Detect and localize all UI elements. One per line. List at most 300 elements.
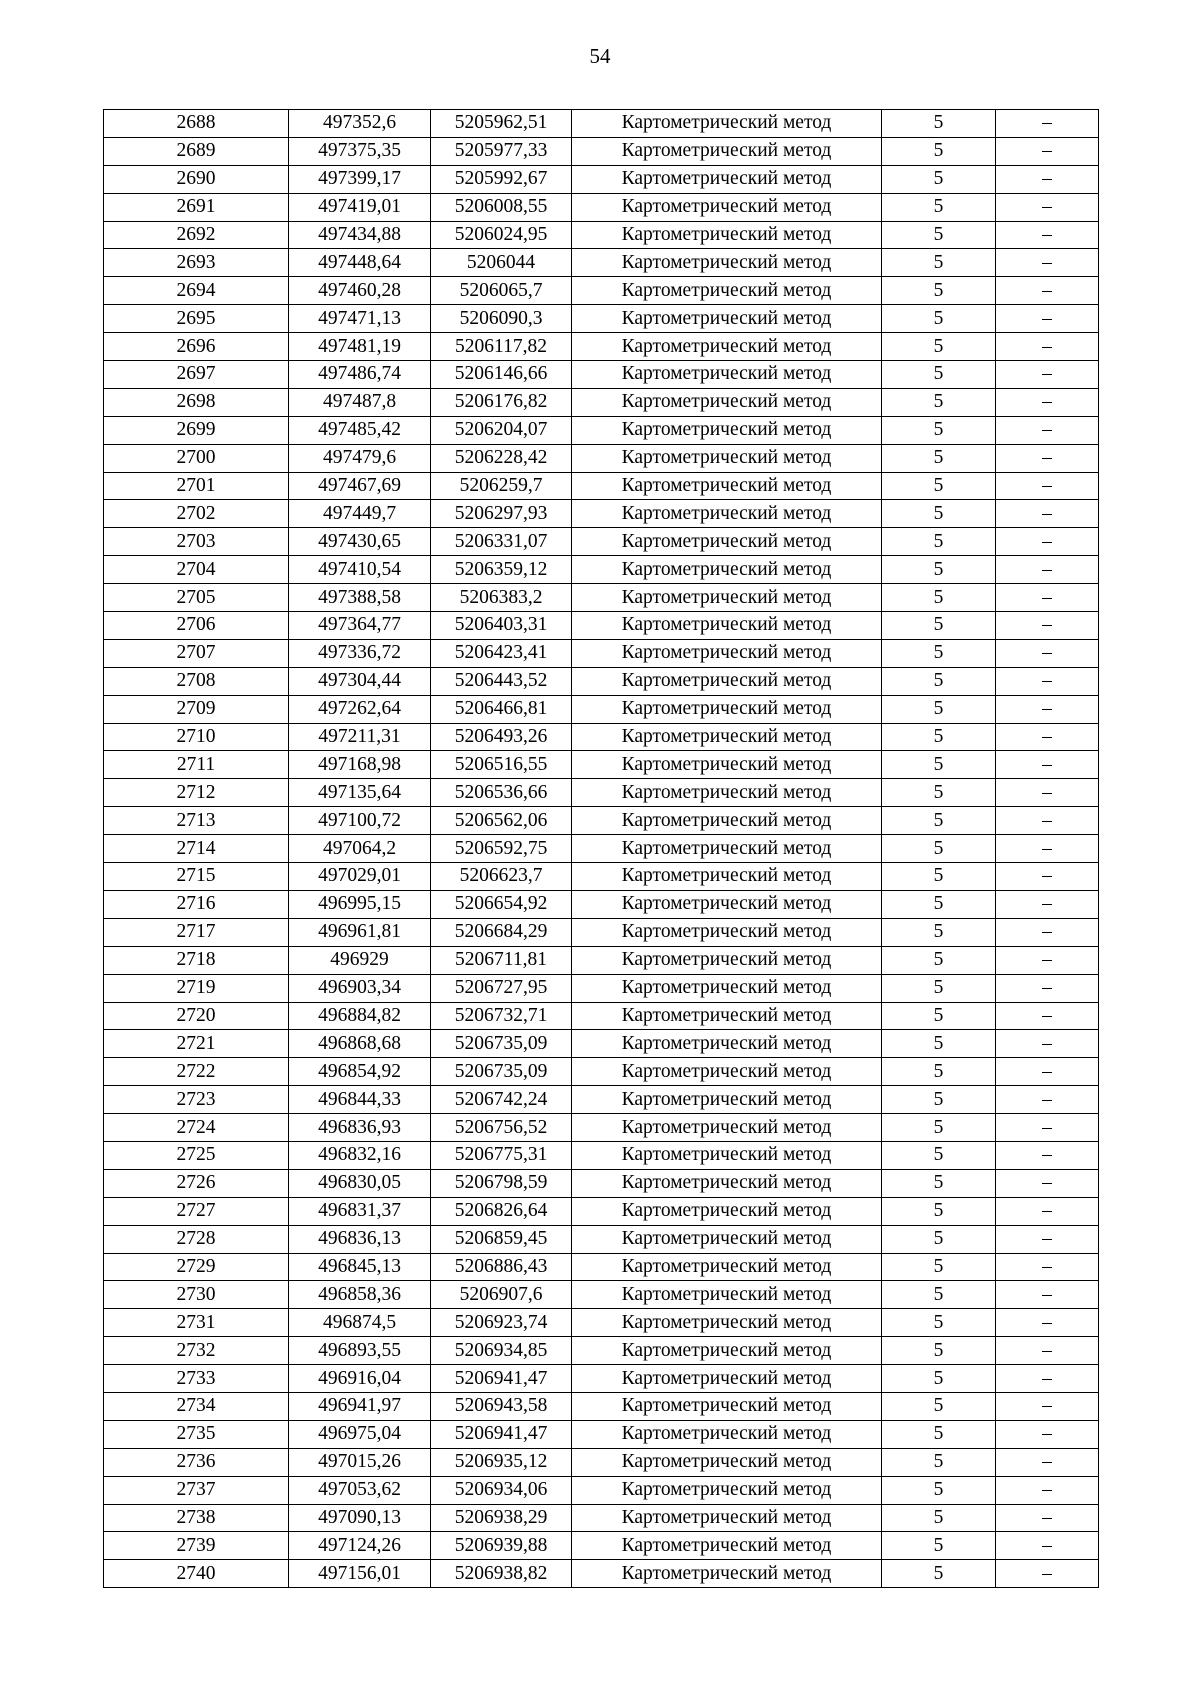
table-row	[104, 1225, 1099, 1253]
y-coordinate-cell: 5206592,75	[431, 835, 572, 863]
note-cell: –	[996, 249, 1099, 277]
y-coordinate-cell: 5206297,93	[431, 500, 572, 528]
y-coordinate-cell: 5206907,6	[431, 1281, 572, 1309]
method-cell: Картометрический метод	[572, 918, 882, 946]
method-cell: Картометрический метод	[572, 1002, 882, 1030]
accuracy-cell: 5	[882, 249, 996, 277]
method-cell: Картометрический метод	[572, 1169, 882, 1197]
table-row	[104, 137, 1099, 165]
table-row	[104, 1197, 1099, 1225]
method-cell: Картометрический метод	[572, 137, 882, 165]
accuracy-cell: 5	[882, 1114, 996, 1142]
method-cell: Картометрический метод	[572, 1197, 882, 1225]
method-cell: Картометрический метод	[572, 1309, 882, 1337]
point-number-cell: 2731	[104, 1309, 289, 1337]
accuracy-cell: 5	[882, 1309, 996, 1337]
note-cell: –	[996, 1197, 1099, 1225]
table-row	[104, 249, 1099, 277]
accuracy-cell: 5	[882, 1476, 996, 1504]
point-number-cell: 2726	[104, 1169, 289, 1197]
x-coordinate-cell: 497479,6	[289, 444, 431, 472]
y-coordinate-cell: 5206176,82	[431, 388, 572, 416]
table-row	[104, 639, 1099, 667]
point-number-cell: 2717	[104, 918, 289, 946]
accuracy-cell: 5	[882, 1281, 996, 1309]
point-number-cell: 2722	[104, 1058, 289, 1086]
table-row	[104, 835, 1099, 863]
accuracy-cell: 5	[882, 723, 996, 751]
y-coordinate-cell: 5206259,7	[431, 472, 572, 500]
y-coordinate-cell: 5206859,45	[431, 1225, 572, 1253]
point-number-cell: 2732	[104, 1337, 289, 1365]
point-number-cell: 2715	[104, 863, 289, 891]
table-row	[104, 584, 1099, 612]
note-cell: –	[996, 528, 1099, 556]
y-coordinate-cell: 5206403,31	[431, 612, 572, 640]
note-cell: –	[996, 1337, 1099, 1365]
table-row	[104, 1560, 1099, 1588]
y-coordinate-cell: 5206654,92	[431, 890, 572, 918]
point-number-cell: 2704	[104, 556, 289, 584]
method-cell: Картометрический метод	[572, 1532, 882, 1560]
note-cell: –	[996, 751, 1099, 779]
note-cell: –	[996, 1532, 1099, 1560]
method-cell: Картометрический метод	[572, 1337, 882, 1365]
note-cell: –	[996, 1058, 1099, 1086]
table-row	[104, 946, 1099, 974]
x-coordinate-cell: 497487,8	[289, 388, 431, 416]
table-row	[104, 1337, 1099, 1365]
note-cell: –	[996, 388, 1099, 416]
point-number-cell: 2702	[104, 500, 289, 528]
accuracy-cell: 5	[882, 1225, 996, 1253]
y-coordinate-cell: 5206935,12	[431, 1448, 572, 1476]
note-cell: –	[996, 1281, 1099, 1309]
table-row	[104, 863, 1099, 891]
y-coordinate-cell: 5206727,95	[431, 974, 572, 1002]
table-row	[104, 918, 1099, 946]
accuracy-cell: 5	[882, 1141, 996, 1169]
point-number-cell: 2737	[104, 1476, 289, 1504]
point-number-cell: 2705	[104, 584, 289, 612]
method-cell: Картометрический метод	[572, 1281, 882, 1309]
table-row	[104, 1058, 1099, 1086]
y-coordinate-cell: 5206383,2	[431, 584, 572, 612]
note-cell: –	[996, 1002, 1099, 1030]
table-row	[104, 1281, 1099, 1309]
y-coordinate-cell: 5206943,58	[431, 1392, 572, 1420]
x-coordinate-cell: 496961,81	[289, 918, 431, 946]
table-row	[104, 193, 1099, 221]
table-row	[104, 695, 1099, 723]
y-coordinate-cell: 5206466,81	[431, 695, 572, 723]
y-coordinate-cell: 5206742,24	[431, 1086, 572, 1114]
method-cell: Картометрический метод	[572, 1365, 882, 1393]
note-cell: –	[996, 1086, 1099, 1114]
table-row	[104, 305, 1099, 333]
accuracy-cell: 5	[882, 1504, 996, 1532]
accuracy-cell: 5	[882, 165, 996, 193]
table-row	[104, 221, 1099, 249]
method-cell: Картометрический метод	[572, 1086, 882, 1114]
y-coordinate-cell: 5206024,95	[431, 221, 572, 249]
y-coordinate-cell: 5206204,07	[431, 416, 572, 444]
method-cell: Картометрический метод	[572, 1392, 882, 1420]
point-number-cell: 2723	[104, 1086, 289, 1114]
x-coordinate-cell: 496941,97	[289, 1392, 431, 1420]
method-cell: Картометрический метод	[572, 1560, 882, 1588]
point-number-cell: 2706	[104, 612, 289, 640]
note-cell: –	[996, 779, 1099, 807]
method-cell: Картометрический метод	[572, 667, 882, 695]
note-cell: –	[996, 361, 1099, 389]
point-number-cell: 2693	[104, 249, 289, 277]
x-coordinate-cell: 496858,36	[289, 1281, 431, 1309]
note-cell: –	[996, 444, 1099, 472]
note-cell: –	[996, 500, 1099, 528]
x-coordinate-cell: 496884,82	[289, 1002, 431, 1030]
note-cell: –	[996, 863, 1099, 891]
point-number-cell: 2740	[104, 1560, 289, 1588]
x-coordinate-cell: 497448,64	[289, 249, 431, 277]
note-cell: –	[996, 193, 1099, 221]
point-number-cell: 2699	[104, 416, 289, 444]
point-number-cell: 2695	[104, 305, 289, 333]
accuracy-cell: 5	[882, 1337, 996, 1365]
x-coordinate-cell: 497486,74	[289, 361, 431, 389]
note-cell: –	[996, 1141, 1099, 1169]
x-coordinate-cell: 496830,05	[289, 1169, 431, 1197]
y-coordinate-cell: 5205992,67	[431, 165, 572, 193]
method-cell: Картометрический метод	[572, 1504, 882, 1532]
table-row	[104, 472, 1099, 500]
note-cell: –	[996, 472, 1099, 500]
accuracy-cell: 5	[882, 500, 996, 528]
method-cell: Картометрический метод	[572, 612, 882, 640]
x-coordinate-cell: 496845,13	[289, 1253, 431, 1281]
x-coordinate-cell: 497467,69	[289, 472, 431, 500]
note-cell: –	[996, 946, 1099, 974]
point-number-cell: 2719	[104, 974, 289, 1002]
x-coordinate-cell: 497460,28	[289, 277, 431, 305]
y-coordinate-cell: 5206359,12	[431, 556, 572, 584]
method-cell: Картометрический метод	[572, 1253, 882, 1281]
x-coordinate-cell: 497090,13	[289, 1504, 431, 1532]
accuracy-cell: 5	[882, 1420, 996, 1448]
point-number-cell: 2721	[104, 1030, 289, 1058]
method-cell: Картометрический метод	[572, 863, 882, 891]
table-row	[104, 1532, 1099, 1560]
x-coordinate-cell: 496832,16	[289, 1141, 431, 1169]
method-cell: Картометрический метод	[572, 1420, 882, 1448]
accuracy-cell: 5	[882, 639, 996, 667]
y-coordinate-cell: 5206938,29	[431, 1504, 572, 1532]
note-cell: –	[996, 1114, 1099, 1142]
accuracy-cell: 5	[882, 1560, 996, 1588]
method-cell: Картометрический метод	[572, 221, 882, 249]
y-coordinate-cell: 5206941,47	[431, 1365, 572, 1393]
table-row	[104, 1002, 1099, 1030]
point-number-cell: 2709	[104, 695, 289, 723]
method-cell: Картометрический метод	[572, 528, 882, 556]
x-coordinate-cell: 497029,01	[289, 863, 431, 891]
y-coordinate-cell: 5206090,3	[431, 305, 572, 333]
x-coordinate-cell: 497430,65	[289, 528, 431, 556]
accuracy-cell: 5	[882, 1030, 996, 1058]
accuracy-cell: 5	[882, 1002, 996, 1030]
method-cell: Картометрический метод	[572, 723, 882, 751]
table-row	[104, 333, 1099, 361]
point-number-cell: 2700	[104, 444, 289, 472]
table-row	[104, 1448, 1099, 1476]
point-number-cell: 2735	[104, 1420, 289, 1448]
method-cell: Картометрический метод	[572, 890, 882, 918]
x-coordinate-cell: 497135,64	[289, 779, 431, 807]
method-cell: Картометрический метод	[572, 695, 882, 723]
note-cell: –	[996, 584, 1099, 612]
point-number-cell: 2739	[104, 1532, 289, 1560]
note-cell: –	[996, 221, 1099, 249]
method-cell: Картометрический метод	[572, 388, 882, 416]
table-row	[104, 416, 1099, 444]
point-number-cell: 2690	[104, 165, 289, 193]
note-cell: –	[996, 667, 1099, 695]
y-coordinate-cell: 5205962,51	[431, 110, 572, 138]
page-number: 54	[589, 44, 611, 68]
method-cell: Картометрический метод	[572, 974, 882, 1002]
table-row	[104, 612, 1099, 640]
x-coordinate-cell: 496836,93	[289, 1114, 431, 1142]
point-number-cell: 2725	[104, 1141, 289, 1169]
note-cell: –	[996, 890, 1099, 918]
accuracy-cell: 5	[882, 779, 996, 807]
x-coordinate-cell: 497410,54	[289, 556, 431, 584]
accuracy-cell: 5	[882, 1448, 996, 1476]
point-number-cell: 2734	[104, 1392, 289, 1420]
y-coordinate-cell: 5206934,85	[431, 1337, 572, 1365]
accuracy-cell: 5	[882, 1532, 996, 1560]
x-coordinate-cell: 497211,31	[289, 723, 431, 751]
note-cell: –	[996, 416, 1099, 444]
method-cell: Картометрический метод	[572, 361, 882, 389]
x-coordinate-cell: 497419,01	[289, 193, 431, 221]
note-cell: –	[996, 1476, 1099, 1504]
x-coordinate-cell: 496893,55	[289, 1337, 431, 1365]
y-coordinate-cell: 5206443,52	[431, 667, 572, 695]
x-coordinate-cell: 496831,37	[289, 1197, 431, 1225]
x-coordinate-cell: 496836,13	[289, 1225, 431, 1253]
x-coordinate-cell: 497064,2	[289, 835, 431, 863]
method-cell: Картометрический метод	[572, 110, 882, 138]
note-cell: –	[996, 639, 1099, 667]
y-coordinate-cell: 5206423,41	[431, 639, 572, 667]
point-number-cell: 2708	[104, 667, 289, 695]
table-row	[104, 974, 1099, 1002]
accuracy-cell: 5	[882, 193, 996, 221]
method-cell: Картометрический метод	[572, 946, 882, 974]
x-coordinate-cell: 497485,42	[289, 416, 431, 444]
note-cell: –	[996, 918, 1099, 946]
accuracy-cell: 5	[882, 110, 996, 138]
x-coordinate-cell: 496995,15	[289, 890, 431, 918]
y-coordinate-cell: 5206044	[431, 249, 572, 277]
point-number-cell: 2733	[104, 1365, 289, 1393]
point-number-cell: 2716	[104, 890, 289, 918]
note-cell: –	[996, 612, 1099, 640]
note-cell: –	[996, 1504, 1099, 1532]
note-cell: –	[996, 1392, 1099, 1420]
accuracy-cell: 5	[882, 277, 996, 305]
table-row	[104, 890, 1099, 918]
table-row	[104, 165, 1099, 193]
table-row	[104, 1086, 1099, 1114]
note-cell: –	[996, 1448, 1099, 1476]
table-row	[104, 1365, 1099, 1393]
point-number-cell: 2711	[104, 751, 289, 779]
accuracy-cell: 5	[882, 890, 996, 918]
y-coordinate-cell: 5206732,71	[431, 1002, 572, 1030]
accuracy-cell: 5	[882, 305, 996, 333]
x-coordinate-cell: 497156,01	[289, 1560, 431, 1588]
note-cell: –	[996, 1420, 1099, 1448]
accuracy-cell: 5	[882, 612, 996, 640]
x-coordinate-cell: 497262,64	[289, 695, 431, 723]
accuracy-cell: 5	[882, 361, 996, 389]
point-number-cell: 2728	[104, 1225, 289, 1253]
y-coordinate-cell: 5206493,26	[431, 723, 572, 751]
y-coordinate-cell: 5206536,66	[431, 779, 572, 807]
method-cell: Картометрический метод	[572, 835, 882, 863]
method-cell: Картометрический метод	[572, 305, 882, 333]
note-cell: –	[996, 110, 1099, 138]
note-cell: –	[996, 1253, 1099, 1281]
note-cell: –	[996, 1030, 1099, 1058]
coordinates-table-body	[104, 110, 1099, 1588]
x-coordinate-cell: 497053,62	[289, 1476, 431, 1504]
point-number-cell: 2724	[104, 1114, 289, 1142]
table-row	[104, 1141, 1099, 1169]
y-coordinate-cell: 5206516,55	[431, 751, 572, 779]
accuracy-cell: 5	[882, 946, 996, 974]
note-cell: –	[996, 305, 1099, 333]
x-coordinate-cell: 497168,98	[289, 751, 431, 779]
y-coordinate-cell: 5205977,33	[431, 137, 572, 165]
y-coordinate-cell: 5206938,82	[431, 1560, 572, 1588]
y-coordinate-cell: 5206065,7	[431, 277, 572, 305]
y-coordinate-cell: 5206117,82	[431, 333, 572, 361]
table-row	[104, 500, 1099, 528]
accuracy-cell: 5	[882, 1058, 996, 1086]
point-number-cell: 2703	[104, 528, 289, 556]
note-cell: –	[996, 333, 1099, 361]
method-cell: Картометрический метод	[572, 779, 882, 807]
accuracy-cell: 5	[882, 695, 996, 723]
x-coordinate-cell: 496844,33	[289, 1086, 431, 1114]
table-row	[104, 751, 1099, 779]
table-row	[104, 667, 1099, 695]
method-cell: Картометрический метод	[572, 751, 882, 779]
note-cell: –	[996, 1560, 1099, 1588]
point-number-cell: 2691	[104, 193, 289, 221]
point-number-cell: 2729	[104, 1253, 289, 1281]
accuracy-cell: 5	[882, 528, 996, 556]
x-coordinate-cell: 497015,26	[289, 1448, 431, 1476]
table-row	[104, 807, 1099, 835]
method-cell: Картометрический метод	[572, 556, 882, 584]
accuracy-cell: 5	[882, 751, 996, 779]
accuracy-cell: 5	[882, 584, 996, 612]
accuracy-cell: 5	[882, 1365, 996, 1393]
coordinates-table	[103, 109, 1099, 1588]
y-coordinate-cell: 5206798,59	[431, 1169, 572, 1197]
y-coordinate-cell: 5206623,7	[431, 863, 572, 891]
accuracy-cell: 5	[882, 1197, 996, 1225]
table-row	[104, 110, 1099, 138]
method-cell: Картометрический метод	[572, 277, 882, 305]
accuracy-cell: 5	[882, 444, 996, 472]
method-cell: Картометрический метод	[572, 1225, 882, 1253]
x-coordinate-cell: 496975,04	[289, 1420, 431, 1448]
x-coordinate-cell: 497388,58	[289, 584, 431, 612]
table-row	[104, 1420, 1099, 1448]
accuracy-cell: 5	[882, 835, 996, 863]
table-row	[104, 1476, 1099, 1504]
point-number-cell: 2712	[104, 779, 289, 807]
y-coordinate-cell: 5206684,29	[431, 918, 572, 946]
table-row	[104, 723, 1099, 751]
accuracy-cell: 5	[882, 472, 996, 500]
x-coordinate-cell: 496916,04	[289, 1365, 431, 1393]
y-coordinate-cell: 5206934,06	[431, 1476, 572, 1504]
note-cell: –	[996, 807, 1099, 835]
accuracy-cell: 5	[882, 1086, 996, 1114]
table-row	[104, 361, 1099, 389]
table-row	[104, 528, 1099, 556]
y-coordinate-cell: 5206562,06	[431, 807, 572, 835]
table-row	[104, 444, 1099, 472]
x-coordinate-cell: 497100,72	[289, 807, 431, 835]
note-cell: –	[996, 695, 1099, 723]
point-number-cell: 2698	[104, 388, 289, 416]
note-cell: –	[996, 1169, 1099, 1197]
accuracy-cell: 5	[882, 863, 996, 891]
x-coordinate-cell: 497471,13	[289, 305, 431, 333]
y-coordinate-cell: 5206886,43	[431, 1253, 572, 1281]
x-coordinate-cell: 497449,7	[289, 500, 431, 528]
y-coordinate-cell: 5206228,42	[431, 444, 572, 472]
point-number-cell: 2697	[104, 361, 289, 389]
point-number-cell: 2694	[104, 277, 289, 305]
y-coordinate-cell: 5206826,64	[431, 1197, 572, 1225]
point-number-cell: 2736	[104, 1448, 289, 1476]
table-row	[104, 277, 1099, 305]
point-number-cell: 2738	[104, 1504, 289, 1532]
note-cell: –	[996, 1309, 1099, 1337]
x-coordinate-cell: 497336,72	[289, 639, 431, 667]
x-coordinate-cell: 497304,44	[289, 667, 431, 695]
note-cell: –	[996, 556, 1099, 584]
table-row	[104, 1169, 1099, 1197]
table-row	[104, 1504, 1099, 1532]
accuracy-cell: 5	[882, 807, 996, 835]
x-coordinate-cell: 497375,35	[289, 137, 431, 165]
method-cell: Картометрический метод	[572, 807, 882, 835]
accuracy-cell: 5	[882, 1253, 996, 1281]
note-cell: –	[996, 835, 1099, 863]
table-row	[104, 1309, 1099, 1337]
accuracy-cell: 5	[882, 221, 996, 249]
y-coordinate-cell: 5206923,74	[431, 1309, 572, 1337]
